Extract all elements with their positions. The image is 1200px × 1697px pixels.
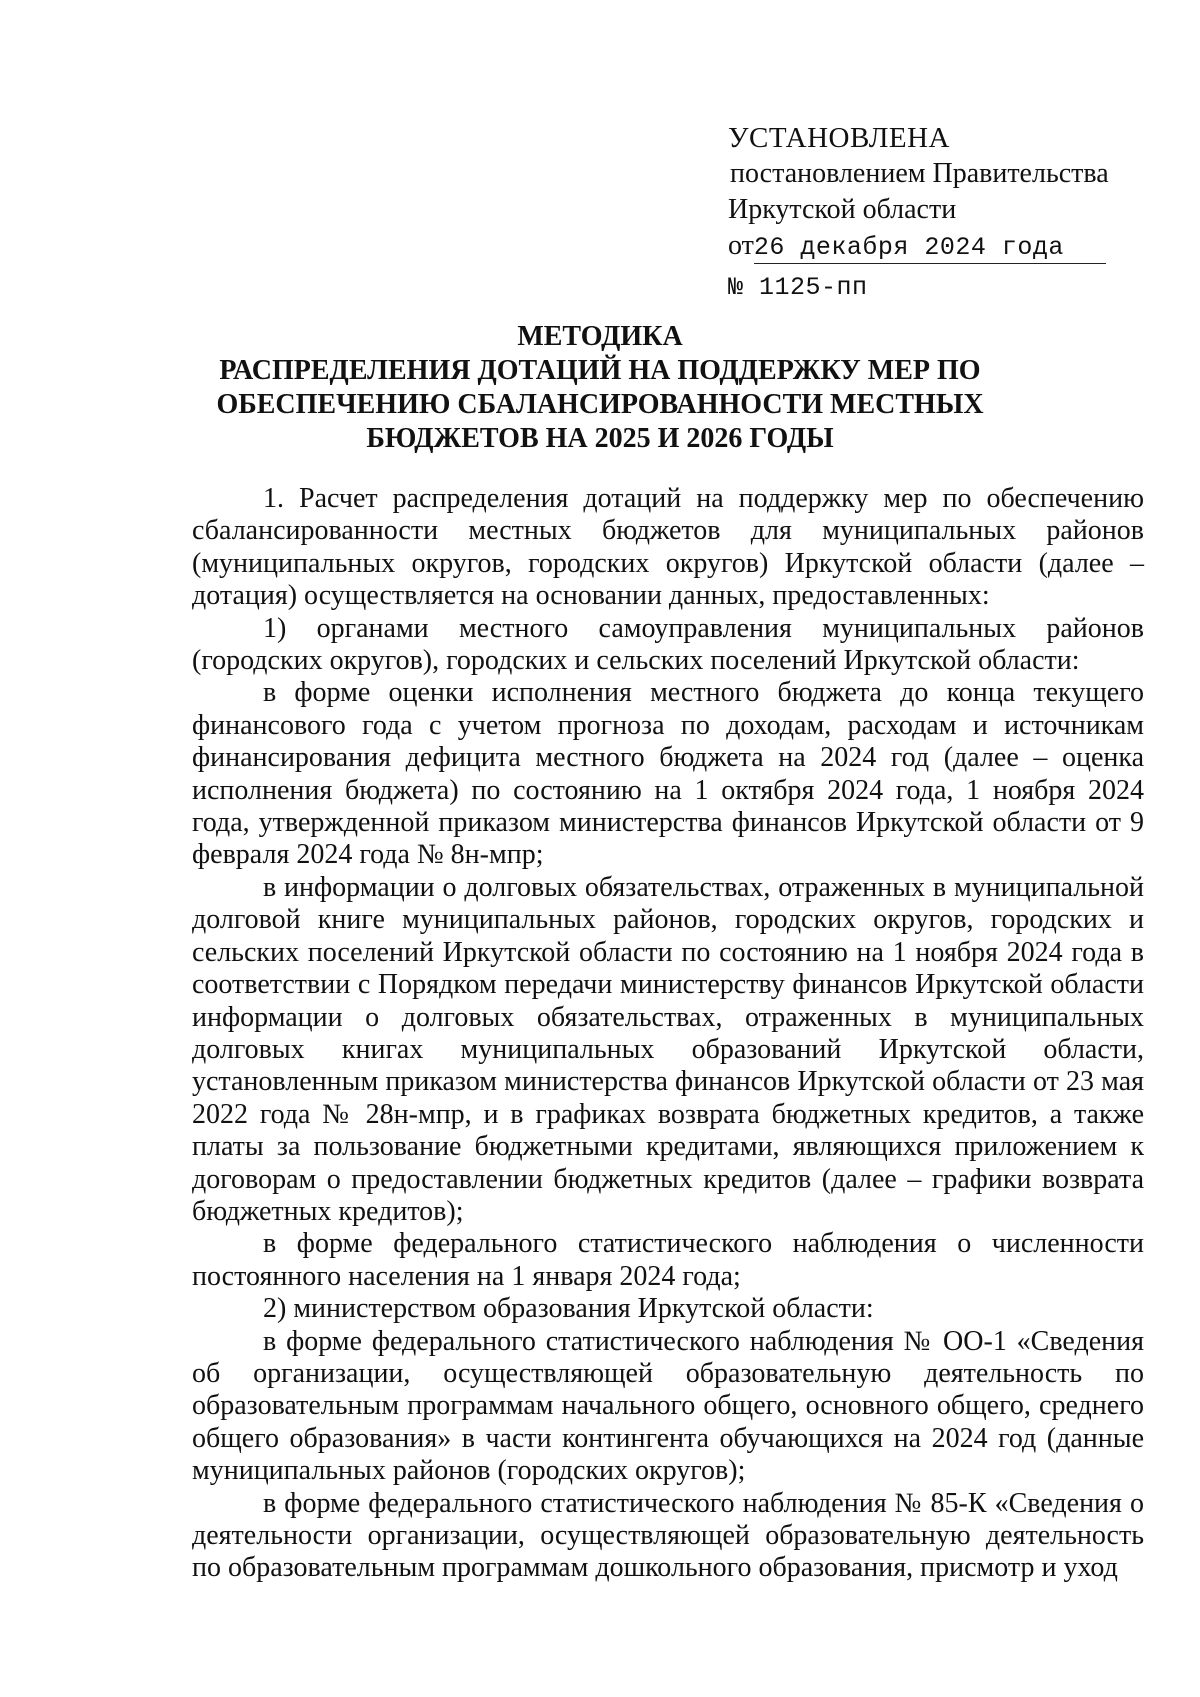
title-line-2: РАСПРЕДЕЛЕНИЯ ДОТАЦИЙ НА ПОДДЕРЖКУ МЕР ПО <box>219 355 981 386</box>
title-line-3: ОБЕСПЕЧЕНИЮ СБАЛАНСИРОВАННОСТИ МЕСТНЫХ <box>216 389 984 420</box>
document-title <box>100 320 1100 456</box>
paragraph-6: 2) министерством образования Иркутской области: <box>263 1293 874 1325</box>
approval-date-value <box>754 233 1106 264</box>
approval-line-2: Иркутской области <box>728 194 957 225</box>
approval-date-row <box>728 228 1148 264</box>
title-line-1: МЕТОДИКА <box>517 321 683 352</box>
approval-title: УСТАНОВЛЕНА <box>728 122 950 154</box>
paragraph-4: в информации о долговых обязательствах, отраженных в муниципальной долговой книге муниципальных районов, городских округов, городских и сельских поселений Иркутской области по состоянию на 1 ноября 2024 года в соответствии с Порядком передачи министерству финансов Иркутской области информации о долговых обязательствах, отраженных в муниципальных долговых книгах муниципальных образований Иркутской области, установленным приказом министерства финансов Иркутской области от 23 мая 2022 года № 28н-мпр, и в графиках возврата бюджетных кредитов, а также платы за пользование бюджетными кредитами, являющихся приложением к договорам о предоставлении бюджетных кредитов (далее – графики возврата бюджетных кредитов); <box>192 871 1144 1227</box>
approval-date-text: 26 декабря 2024 года <box>753 233 1064 262</box>
paragraph-8: в форме федерального статистического наблюдения № 85-К «Сведения о деятельности организации, осуществляющей образовательную деятельность по образовательным программам дошкольного образования, присмотр и уход <box>192 1487 1144 1584</box>
document-body <box>192 483 1144 1585</box>
paragraph-7: в форме федерального статистического наблюдения № ОО-1 «Сведения об организации, осуществляющей образовательную деятельность по образовательным программам начального общего, основного общего, среднего общего образования» в части контингента обучающихся на 2024 год (данные муниципальных районов (городских округов); <box>192 1325 1144 1487</box>
approval-line-1: постановлением Правительства <box>730 158 1109 189</box>
paragraph-2: 1) органами местного самоуправления муниципальных районов (городских округов), городских и сельских поселений Иркутской области: <box>192 612 1144 677</box>
title-line-4: БЮДЖЕТОВ НА 2025 И 2026 ГОДЫ <box>366 423 834 454</box>
approval-stamp <box>728 120 1148 306</box>
paragraph-5: в форме федерального статистического наблюдения о численности постоянного населения на 1 января 2024 года; <box>192 1228 1144 1292</box>
approval-date-prefix: от <box>728 230 754 261</box>
approval-number: № 1125-пп <box>728 273 868 302</box>
paragraph-1: 1. Расчет распределения дотаций на поддержку мер по обеспечению сбалансированности местных бюджетов для муниципальных районов (муниципальных округов, городских округов) Иркутской области (далее – дотация) осуществляется на основании данных, предоставленных: <box>192 483 1144 612</box>
paragraph-3: в форме оценки исполнения местного бюджета до конца текущего финансового года с учетом прогноза по доходам, расходам и источникам финансирования дефицита местного бюджета на 2024 год (далее – оценка исполнения бюджета) по состоянию на 1 октября 2024 года, 1 ноября 2024 года, утвержденной приказом министерства финансов Иркутской области от 9 февраля 2024 года № 8н-мпр; <box>192 677 1144 871</box>
